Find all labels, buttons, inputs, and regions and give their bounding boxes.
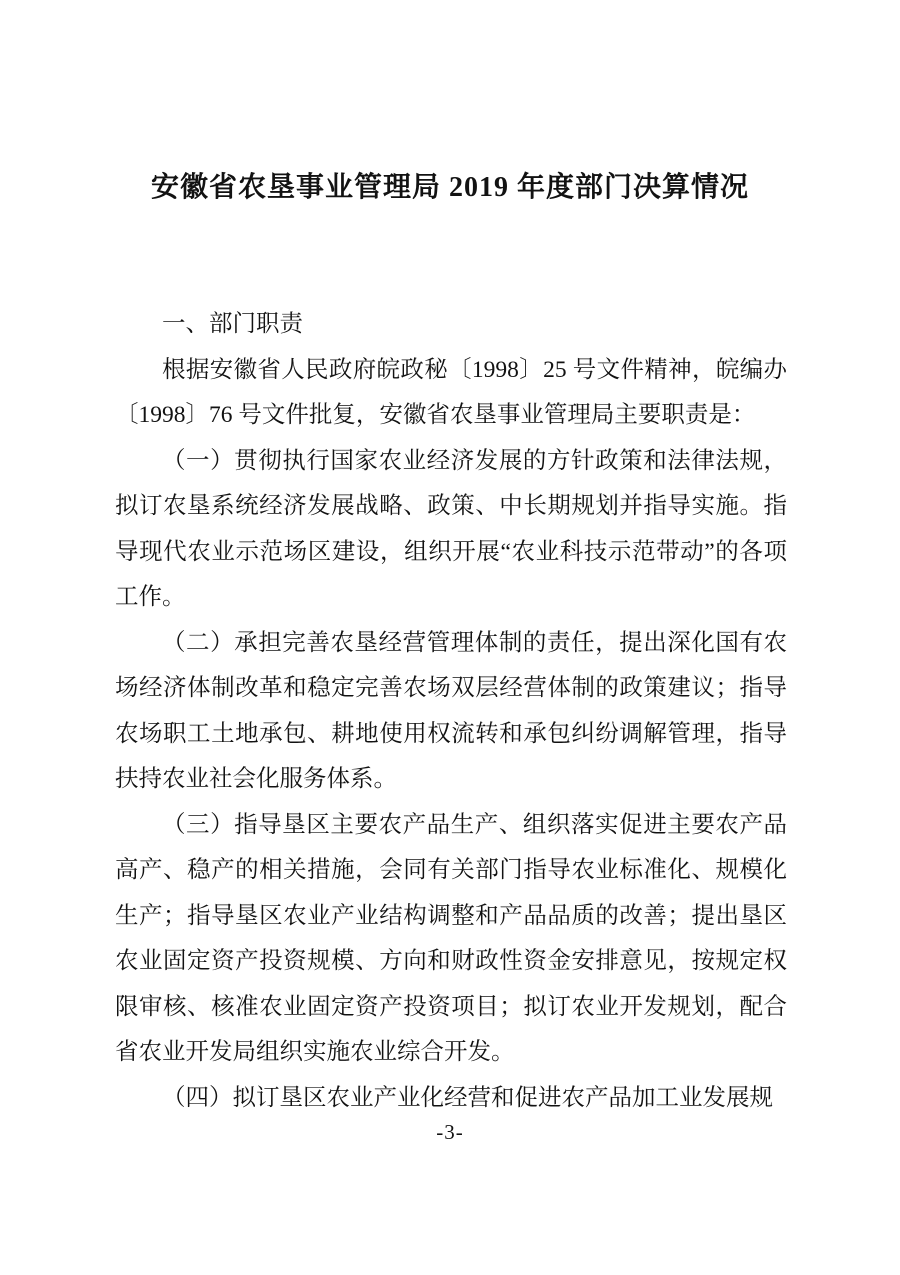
document-body	[115, 302, 787, 1121]
paragraph-item-4: （四）拟订垦区农业产业化经营和促进农产品加工业发展规	[162, 1084, 773, 1111]
section-heading: 一、部门职责	[162, 311, 303, 337]
paragraph-item-3: （三）指导垦区主要农产品生产、组织落实促进主要农产品高产、稳产的相关措施，会同有关部门指导农业标准化、规模化生产；指导垦区农业产业结构调整和产品品质的改善；提出垦区农业固定资产投资规模、方向和财政性资金安排意见，按规定权限审核、核准农业固定资产投资项目；拟订农业开发规划，配合省农业开发局组织实施农业综合开发。	[115, 811, 787, 1065]
paragraph-intro: 根据安徽省人民政府皖政秘〔1998〕25 号文件精神，皖编办〔1998〕76 号文件批复，安徽省农垦事业管理局主要职责是：	[115, 356, 787, 428]
paragraph-item-2: （二）承担完善农垦经营管理体制的责任，提出深化国有农场经济体制改革和稳定完善农场双层经营体制的政策建议；指导农场职工土地承包、耕地使用权流转和承包纠纷调解管理，指导扶持农业社会化服务体系。	[115, 629, 787, 792]
paragraph-item-1: （一）贯彻执行国家农业经济发展的方针政策和法律法规，拟订农垦系统经济发展战略、政策、中长期规划并指导实施。指导现代农业示范场区建设，组织开展“农业科技示范带动”的各项工作。	[115, 447, 787, 610]
page-number: -3-	[436, 1120, 464, 1144]
document-title: 安徽省农垦事业管理局 2019 年度部门决算情况	[150, 172, 749, 203]
